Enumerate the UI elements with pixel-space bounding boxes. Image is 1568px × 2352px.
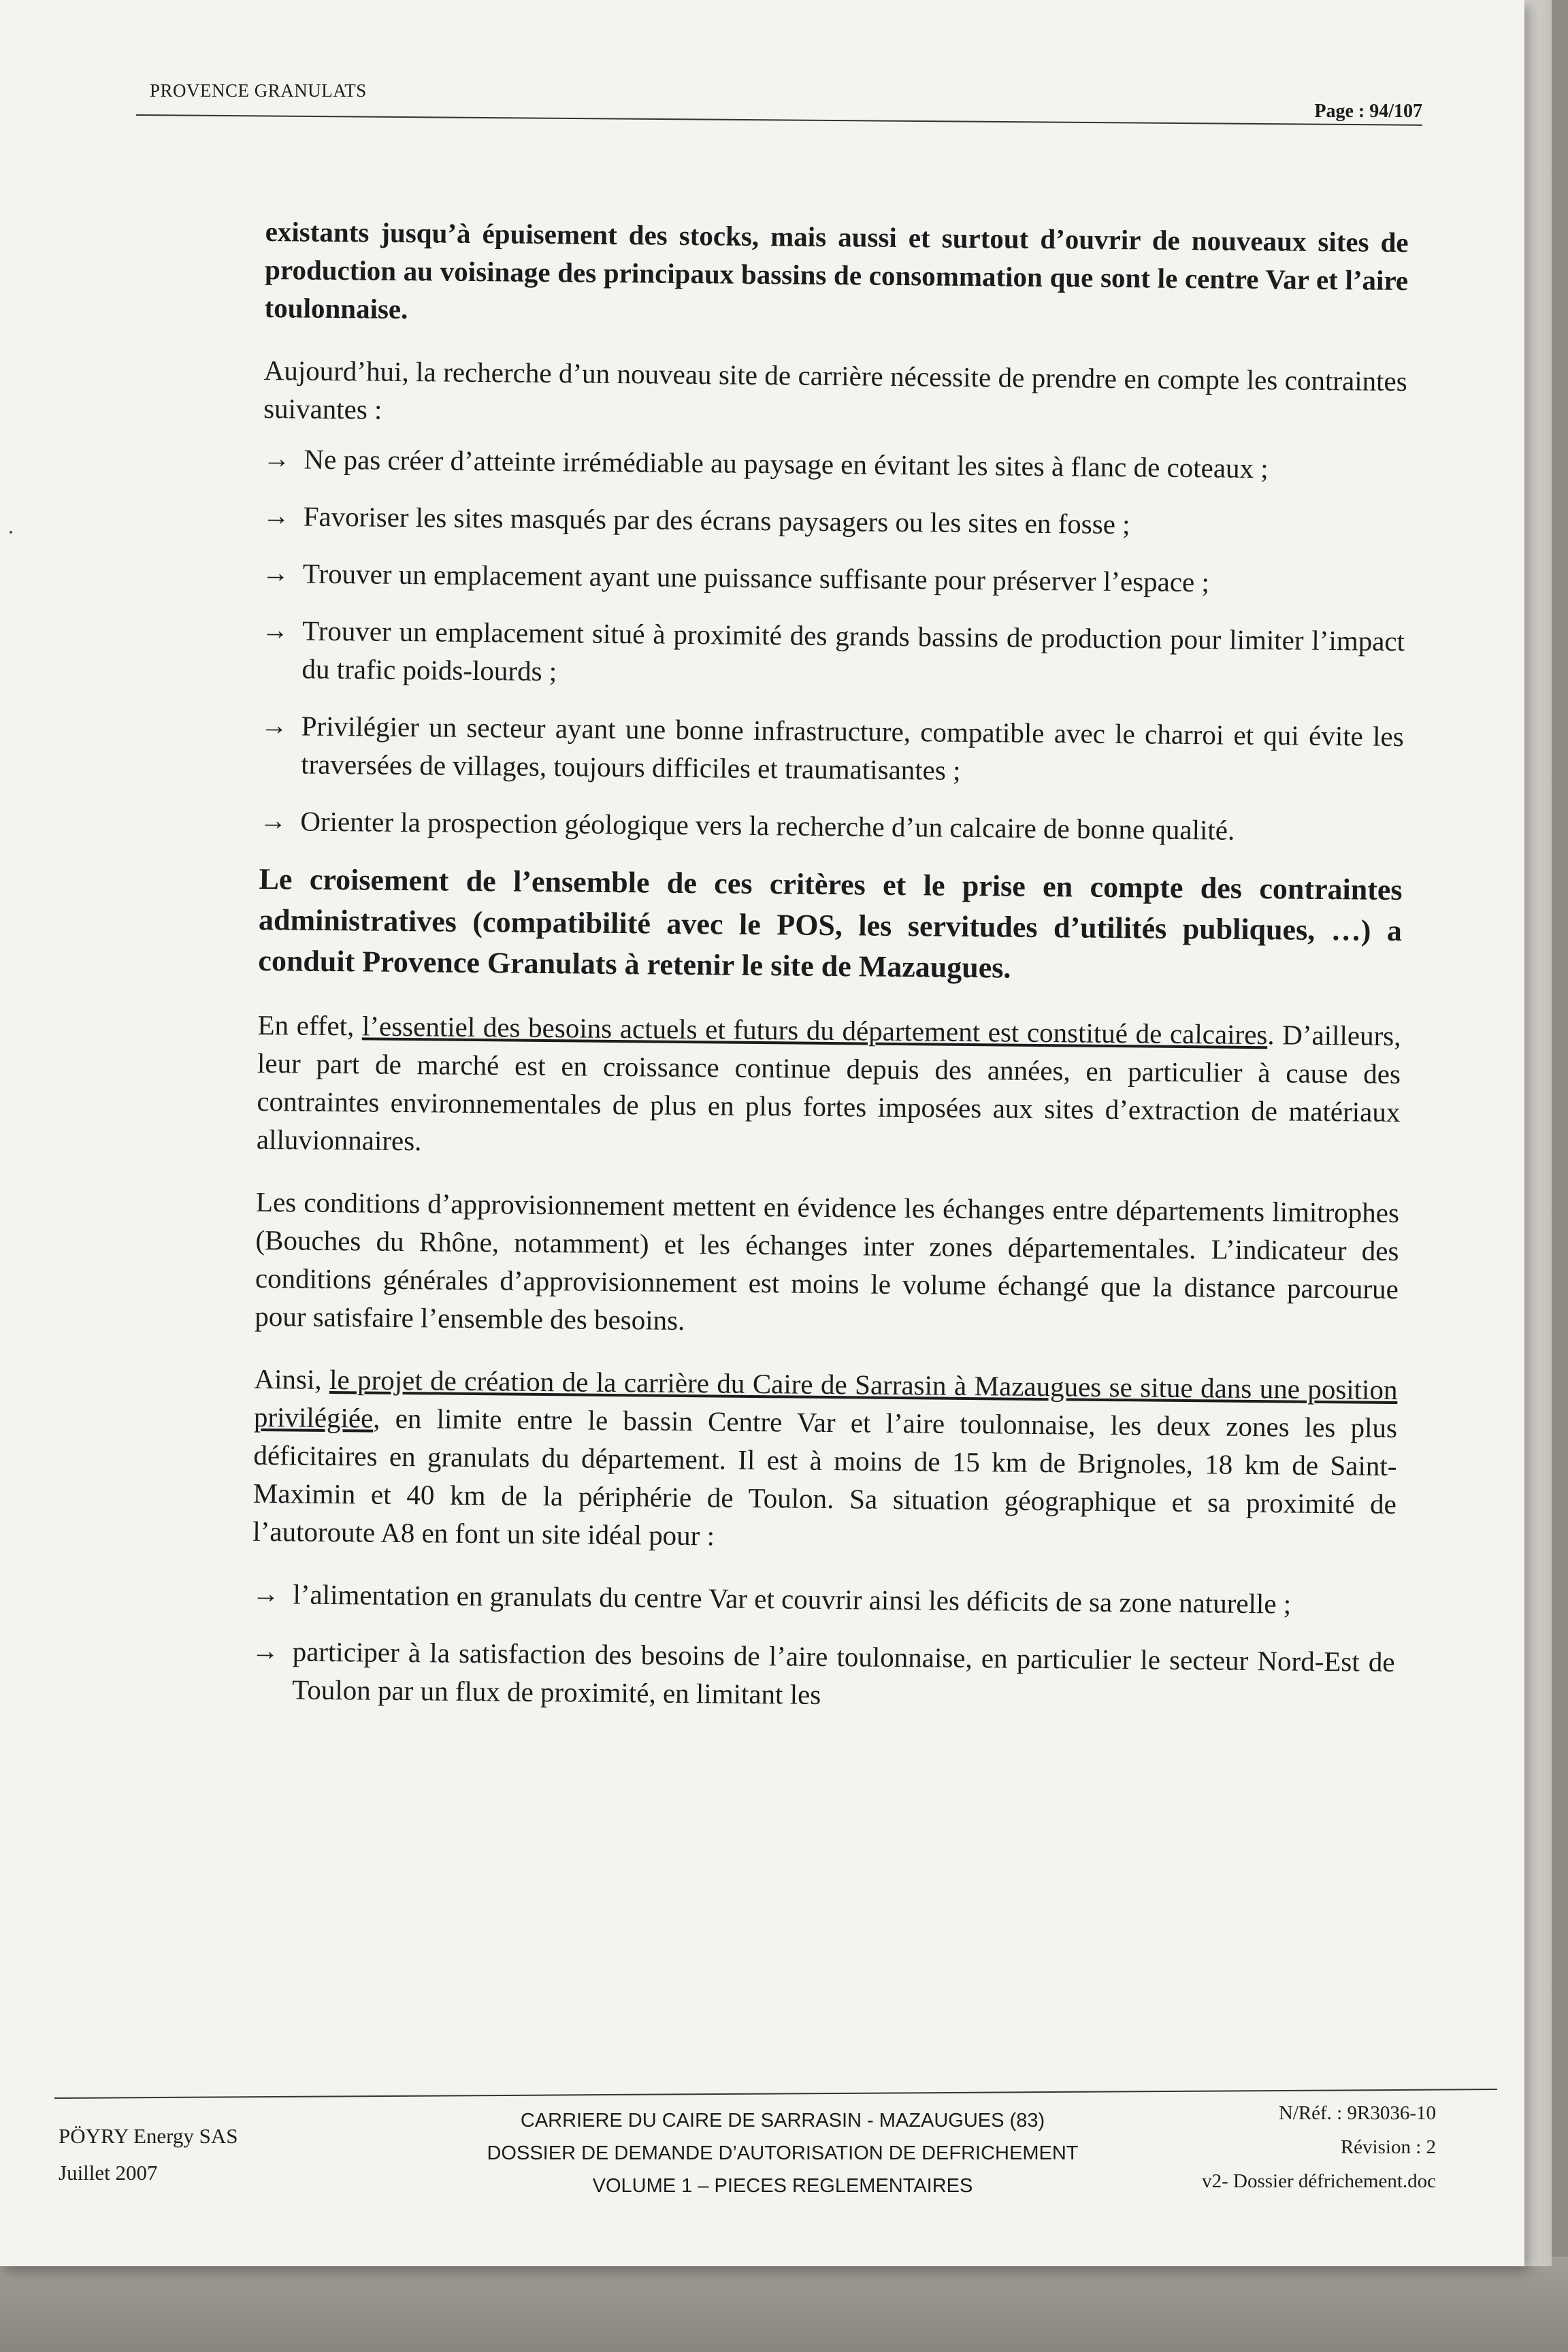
effet-underlined: l’essentiel des besoins actuels et futurs du département est constitué de calcaires bbox=[361, 1010, 1268, 1051]
footer-title-3: VOLUME 1 – PIECES REGLEMENTAIRES bbox=[592, 2175, 973, 2197]
footer-reference: N/Réf. : 9R3036-10 bbox=[1278, 2102, 1436, 2124]
constraints-list bbox=[259, 440, 1407, 851]
list-item bbox=[262, 497, 1405, 546]
list-item-text: Orienter la prospection géologique vers la recherche d’un calcaire de bonne qualité. bbox=[300, 805, 1235, 846]
list-item bbox=[251, 1632, 1395, 1719]
conditions-paragraph: Les conditions d’approvisionnement mettent en évidence les échanges entre départements limitrophes (Bouches du Rhône, notamment) et les échanges inter zones départementales. L’indicateur des conditions générales d’approvisionnement est moins le volume échangé que la distance parcourue pour satisfaire l’ensemble des besoins. bbox=[255, 1186, 1400, 1336]
ainsi-prefix: Ainsi, bbox=[254, 1362, 330, 1395]
effet-paragraph bbox=[257, 1006, 1401, 1169]
arrow-icon: → bbox=[259, 804, 287, 836]
list-item bbox=[262, 554, 1405, 603]
margin-mark bbox=[10, 531, 12, 534]
footer-date: Juillet 2007 bbox=[59, 2161, 158, 2185]
list-item-text: Ne pas créer d’atteinte irrémédiable au paysage en évitant les sites à flanc de coteaux ; bbox=[304, 443, 1269, 485]
table-surface bbox=[0, 2257, 1568, 2352]
page-body bbox=[251, 212, 1409, 1738]
list-item-text: Trouver un emplacement ayant une puissance suffisante pour préserver l’espace ; bbox=[302, 557, 1210, 598]
footer-filename: v2- Dossier défrichement.doc bbox=[1202, 2170, 1436, 2192]
footer-revision: Révision : 2 bbox=[1340, 2136, 1436, 2158]
effet-rest: . D’ailleurs, leur part de marché est en croissance continue depuis des années, en particulier à cause des contraintes environnementales de plus en plus fortes imposées aux sites d’extraction de matériaux alluvionnaires. bbox=[256, 1019, 1401, 1157]
conclusion-paragraph: Le croisement de l’ensemble de ces critères et le prise en compte des contraintes administratives (compatibilité avec le POS, les servitudes d’utilités publiques, …) a conduit Provence Granulats à retenir le site de Mazaugues. bbox=[258, 862, 1403, 985]
ideal-list bbox=[251, 1575, 1396, 1719]
list-item-text: Favoriser les sites masqués par des écrans paysagers ou les sites en fosse ; bbox=[303, 500, 1130, 540]
list-item bbox=[261, 611, 1405, 698]
ainsi-paragraph bbox=[252, 1360, 1398, 1561]
effet-prefix: En effet, bbox=[257, 1009, 363, 1042]
footer-right bbox=[1202, 2096, 1436, 2198]
list-item bbox=[259, 802, 1403, 851]
arrow-icon: → bbox=[262, 500, 290, 532]
intro-paragraph: existants jusqu’à épuisement des stocks, mais aussi et surtout d’ouvrir de nouveaux sites de production au voisinage des principaux bassins de consommation que sont le centre Var et l’aire toulonnaise. bbox=[264, 215, 1409, 325]
footer-left bbox=[59, 2118, 238, 2191]
list-item bbox=[252, 1575, 1395, 1624]
list-item-text: Privilégier un secteur ayant une bonne infrastructure, compatible avec le charroi et qui évite les traversées de villages, toujours difficiles et traumatisantes ; bbox=[301, 710, 1404, 786]
header-rule bbox=[136, 114, 1422, 126]
arrow-icon: → bbox=[263, 442, 291, 474]
page-number: Page : 94/107 bbox=[1314, 101, 1422, 122]
footer-company: PÖYRY Energy SAS bbox=[59, 2124, 238, 2148]
arrow-icon: → bbox=[260, 709, 288, 741]
arrow-icon: → bbox=[252, 1578, 280, 1610]
ainsi-rest: , en limite entre le bassin Centre Var et l’aire toulonnaise, les deux zones les plus déficitaires en granulats du département. Il est à moins de 15 km de Brignoles, 18 km de Saint-Maximin et 40 km de la périphérie de Toulon. Sa situation géographique et sa proximité de l’autoroute A8 en font un site idéal pour : bbox=[252, 1402, 1398, 1552]
footer-title-2: DOSSIER DE DEMANDE D’AUTORISATION DE DEFRICHEMENT bbox=[487, 2142, 1079, 2164]
list-item-text: participer à la satisfaction des besoins de l’aire toulonnaise, en particulier le secteur Nord-Est de Toulon par un flux de proximité, en limitant les bbox=[291, 1635, 1395, 1710]
arrow-icon: → bbox=[261, 614, 289, 646]
arrow-icon: → bbox=[251, 1635, 279, 1667]
list-item bbox=[260, 706, 1404, 794]
footer-center bbox=[408, 2104, 1157, 2202]
list-item bbox=[263, 440, 1406, 489]
footer-title-1: CARRIERE DU CAIRE DE SARRASIN - MAZAUGUES (83) bbox=[520, 2110, 1045, 2132]
header-company: PROVENCE GRANULATS bbox=[150, 80, 367, 101]
arrow-icon: → bbox=[261, 557, 290, 589]
constraints-lead: Aujourd’hui, la recherche d’un nouveau site de carrière nécessite de prendre en compte les contraintes suivantes : bbox=[263, 354, 1407, 425]
page-stack-edge bbox=[1524, 0, 1552, 2266]
ainsi-underlined: le projet de création de la carrière du Caire de Sarrasin à Mazaugues se situe dans une position privilégiée bbox=[253, 1363, 1398, 1434]
list-item-text: l’alimentation en granulats du centre Var et couvrir ainsi les déficits de sa zone naturelle ; bbox=[293, 1578, 1292, 1620]
list-item-text: Trouver un emplacement situé à proximité des grands bassins de production pour limiter l’impact du trafic poids-lourds ; bbox=[301, 615, 1405, 687]
